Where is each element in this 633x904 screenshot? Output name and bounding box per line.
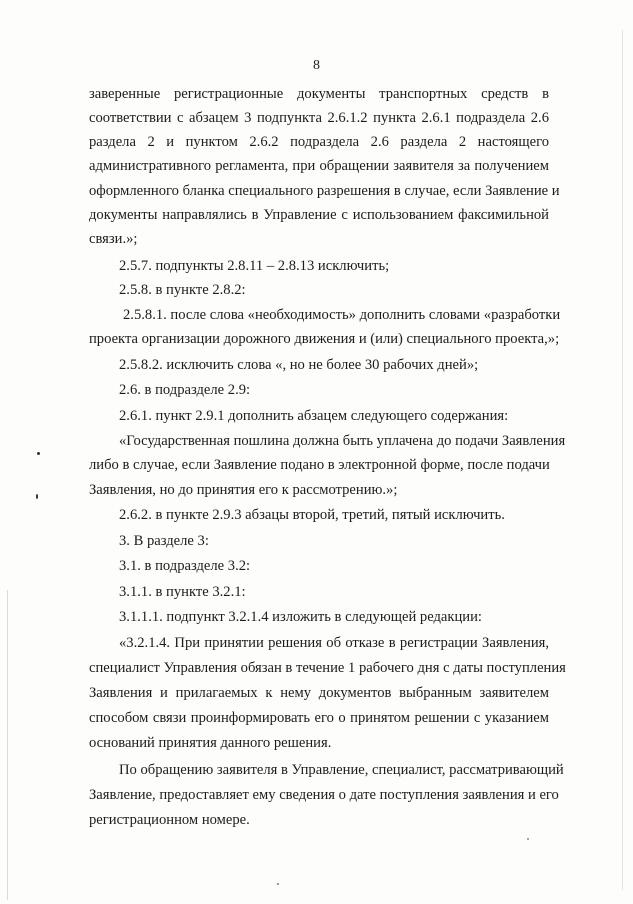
text-line: специалист Управления обязан в течение 1 рабочего дня с даты поступления bbox=[89, 660, 566, 676]
scan-speck bbox=[36, 494, 38, 499]
text-line: регистрационном номере. bbox=[89, 812, 250, 828]
text-line: 3.1.1. в пункте 3.2.1: bbox=[119, 584, 246, 600]
text-line: 2.6.1. пункт 2.9.1 дополнить абзацем следующего содержания: bbox=[119, 408, 509, 424]
text-line: 2.5.8. в пункте 2.8.2: bbox=[119, 282, 246, 298]
scan-speck bbox=[527, 838, 529, 840]
text-line: либо в случае, если Заявление подано в электронной форме, после подачи bbox=[89, 457, 550, 473]
scan-edge-line bbox=[7, 590, 8, 900]
text-line: 2.6. в подразделе 2.9: bbox=[119, 382, 251, 398]
text-line: 2.6.2. в пункте 2.9.3 абзацы второй, третий, пятый исключить. bbox=[119, 507, 505, 523]
text-line: оснований принятия данного решения. bbox=[89, 735, 332, 751]
text-line: административного регламента, при обращении заявителя за получением bbox=[89, 158, 549, 174]
text-line: способом связи проинформировать его о принятом решении с указанием bbox=[89, 710, 549, 726]
text-line: Заявления, но до принятия его к рассмотрению.»; bbox=[89, 482, 398, 498]
text-line: документы направлялись в Управление с использованием факсимильной bbox=[89, 207, 549, 223]
scan-speck bbox=[277, 883, 279, 885]
text-line: раздела 2 и пунктом 2.6.2 подраздела 2.6 раздела 2 настоящего bbox=[89, 134, 549, 150]
text-line: 3. В разделе 3: bbox=[119, 533, 209, 549]
scan-speck bbox=[37, 452, 40, 455]
text-line: соответствии с абзацем 3 подпункта 2.6.1.2 пункта 2.6.1 подраздела 2.6 bbox=[89, 110, 549, 126]
text-line: проекта организации дорожного движения и (или) специального проекта,»; bbox=[89, 331, 560, 347]
scan-edge-line bbox=[622, 30, 623, 890]
text-line: заверенные регистрационные документы транспортных средств в bbox=[89, 86, 549, 102]
text-line: Заявление, предоставляет ему сведения о дате поступления заявления и его bbox=[89, 787, 559, 803]
text-line: По обращению заявителя в Управление, специалист, рассматривающий bbox=[119, 762, 564, 778]
text-line: 3.1. в подразделе 3.2: bbox=[119, 558, 251, 574]
text-line: Заявления и прилагаемых к нему документов выбранным заявителем bbox=[89, 685, 549, 701]
text-line: 2.5.8.1. после слова «необходимость» дополнить словами «разработки bbox=[123, 307, 561, 323]
text-line: «Государственная пошлина должна быть уплачена до подачи Заявления bbox=[119, 433, 566, 449]
text-line: оформленного бланка специального разрешения в случае, если Заявление и bbox=[89, 183, 560, 199]
text-line: 3.1.1.1. подпункт 3.2.1.4 изложить в следующей редакции: bbox=[119, 609, 482, 625]
page-number: 8 bbox=[313, 58, 320, 73]
text-line: «3.2.1.4. При принятии решения об отказе в регистрации Заявления, bbox=[119, 635, 549, 651]
text-line: связи.»; bbox=[89, 231, 138, 247]
text-line: 2.5.8.2. исключить слова «, но не более 30 рабочих дней»; bbox=[119, 357, 479, 373]
text-line: 2.5.7. подпункты 2.8.11 – 2.8.13 исключить; bbox=[119, 258, 390, 274]
